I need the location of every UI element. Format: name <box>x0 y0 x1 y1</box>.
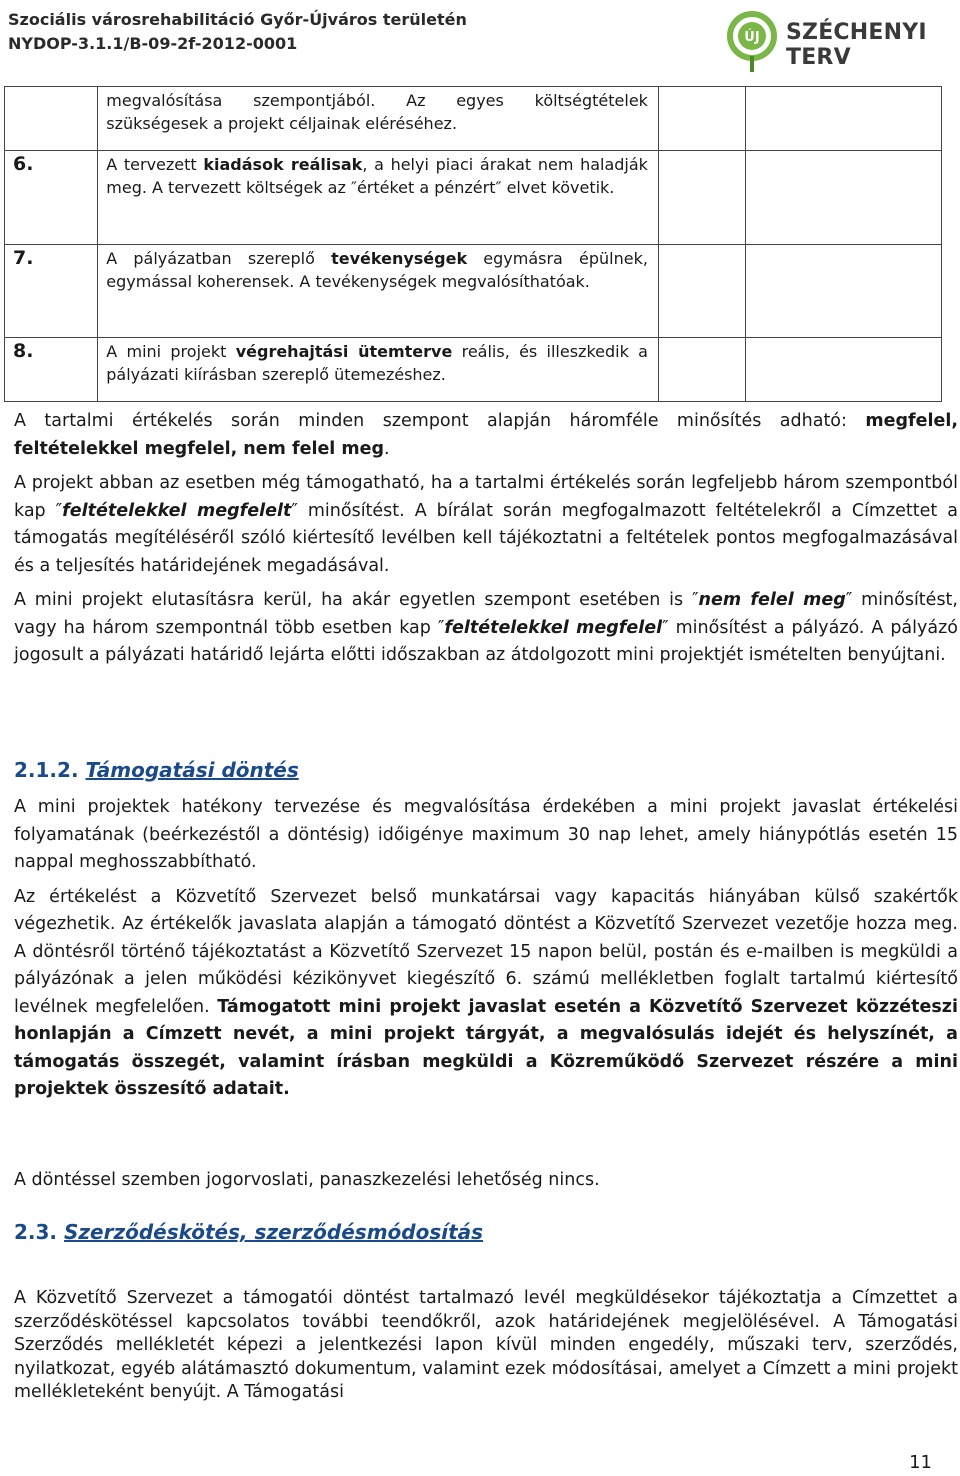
section-title: Támogatási döntés <box>85 758 299 782</box>
page-header <box>0 0 960 80</box>
project-title: Szociális városrehabilitáció Győr-Újváros területén <box>8 10 467 29</box>
text-run: reális, és illeszkedik a pályázati kiírásban szereplő ütemezéshez. <box>106 342 648 384</box>
bold-italic-run: feltételekkel megfelelt <box>62 500 292 521</box>
section-number: 2.1.2. <box>14 758 79 782</box>
empty-cell <box>745 245 941 338</box>
text-run: ″ minősítést. A bírálat során megfogalmazott feltételekről a Címzettet a támogatás megítéléséről szóló kiértesítő levélben kell tájékoztatni a feltételek pontos megfogalmazásával és a teljesítés határidejének megadásával. <box>14 500 958 576</box>
section-content <box>14 1287 958 1412</box>
bold-run: Támogatott mini projekt javaslat esetén a Közvetítő Szervezet közzéteszi honlapján a Címzett nevét, a mini projekt tárgyát, a megvalósulás idejét és helyszínét, a támogatás összegét, valamint írásban megküldi a Közreműködő Szervezet részére a mini projektek összesítő adatait. <box>14 996 958 1099</box>
bold-run: megfelel, feltételekkel megfelel, nem felel meg <box>14 411 958 459</box>
row-text <box>98 245 659 338</box>
text-run: egymásra épülnek, egymással koherensek. A tevékenységek megvalósíthatóak. <box>106 249 648 291</box>
bold-italic-run: feltételekkel megfelel <box>444 617 663 638</box>
row-number: 6. <box>5 151 98 245</box>
text-run: A tartalmi értékelés során minden szempont alapján háromféle minősítés adható: <box>14 411 866 431</box>
row-text <box>98 151 659 245</box>
header-title <box>8 8 467 56</box>
empty-cell <box>658 151 745 245</box>
bold-run: végrehajtási ütemterve <box>235 342 453 361</box>
bold-italic-run: nem felel meg <box>698 590 846 610</box>
logo-mark-text: ÚJ <box>744 30 760 45</box>
paragraph <box>14 408 958 463</box>
page-number: 11 <box>909 1452 932 1473</box>
text-run: ″ minősítést, vagy ha három szempontnál több esetben kap ″ <box>14 590 958 638</box>
table-row <box>5 87 942 151</box>
table-row <box>5 338 942 402</box>
section-content <box>14 1167 958 1202</box>
text-run: ″ minősítést a pályázó. A pályázó jogosult a pályázati határidő lejárta előtti időszakban az átdolgozott mini projektjét ismételten benyújtani. <box>14 617 958 665</box>
table-row <box>5 245 942 338</box>
section-title: Szerződéskötés, szerződésmódosítás <box>64 1220 484 1244</box>
empty-cell <box>658 338 745 402</box>
uj-logo-icon <box>722 6 786 76</box>
text-run: Az értékelést a Közvetítő Szervezet belső munkatársai vagy kapacitás hiányában külső szakértők végezhetik. Az értékelők javaslata alapján a támogató döntést a Közvetítő Szervezet vezetője hozza meg. A döntésről történő tájékoztatást a Közvetítő Szervezet 15 napon belül, postán és e-mailben is megküldi a pályázónak a jelen működési kézikönyvet kiegészítő 6. számú mellékletben foglalt tartalmú kiértesítő levélnek megfelelően. <box>14 886 958 1017</box>
szechenyi-terv-logo <box>722 6 942 76</box>
paragraph: A döntéssel szemben jogorvoslati, panaszkezelési lehetőség nincs. <box>14 1170 600 1190</box>
paragraph <box>14 470 958 580</box>
paragraph: A mini projektek hatékony tervezése és megvalósítása érdekében a mini projekt javaslat értékelési folyamatának (beérkezéstől a döntésig) időigénye maximum 30 nap lehet, amely hiánypótlás esetén 15 nappal meghosszabbítható. <box>14 797 958 872</box>
empty-cell <box>745 338 941 402</box>
logo-text: SZÉCHENYI TERV <box>786 20 927 70</box>
text-run: A mini projekt <box>106 342 236 361</box>
bold-run: tevékenységek <box>331 249 468 268</box>
empty-cell <box>658 87 745 151</box>
text-run: A projekt abban az esetben még támogatható, ha a tartalmi értékelés során legfeljebb három szempontból kap ″ <box>14 473 958 521</box>
table-row <box>5 151 942 245</box>
row-text <box>98 338 659 402</box>
section-content <box>14 794 958 1111</box>
project-code: NYDOP-3.1.1/B-09-2f-2012-0001 <box>8 34 298 53</box>
text-run: A tervezett <box>106 155 204 174</box>
paragraph <box>14 884 958 1104</box>
row-number: 7. <box>5 245 98 338</box>
criteria-table <box>4 86 942 402</box>
bold-run: kiadások reálisak <box>203 155 363 174</box>
section-heading <box>14 756 299 784</box>
section-heading <box>14 1218 483 1246</box>
section-number: 2.3. <box>14 1220 58 1244</box>
paragraph <box>14 587 958 670</box>
text-run: A pályázatban szereplő <box>106 249 332 268</box>
text-run: . <box>384 438 390 459</box>
empty-cell <box>745 87 941 151</box>
paragraph: A Közvetítő Szervezet a támogatói döntést tartalmazó levél megküldésekor tájékoztatja a Címzettet a szerződéskötéssel kapcsolatos további teendőkről, azok határidejének megjelölésével. A Támogatási Szerződés mellékletét képezi a jelentkezési lapon kívül minden engedély, műszaki terv, szerződés, nyilatkozat, egyéb alátámasztó dokumentum, valamint ezek módosításai, amelyet a Címzett a mini projekt mellékleteként benyújt. A Támogatási <box>14 1288 958 1402</box>
row-text: megvalósítása szempontjából. Az egyes költségtételek szükségesek a projekt céljainak eléréséhez. <box>98 87 659 151</box>
text-run: , a helyi piaci árakat nem haladják meg. A tervezett költségek az ″értéket a pénzért″ elvet követik. <box>106 155 648 197</box>
row-number: 8. <box>5 338 98 402</box>
main-content <box>14 408 958 677</box>
empty-cell <box>745 151 941 245</box>
text-run: A mini projekt elutasításra kerül, ha akár egyetlen szempont esetében is ″ <box>14 590 699 610</box>
empty-cell <box>658 245 745 338</box>
row-number <box>5 87 98 151</box>
